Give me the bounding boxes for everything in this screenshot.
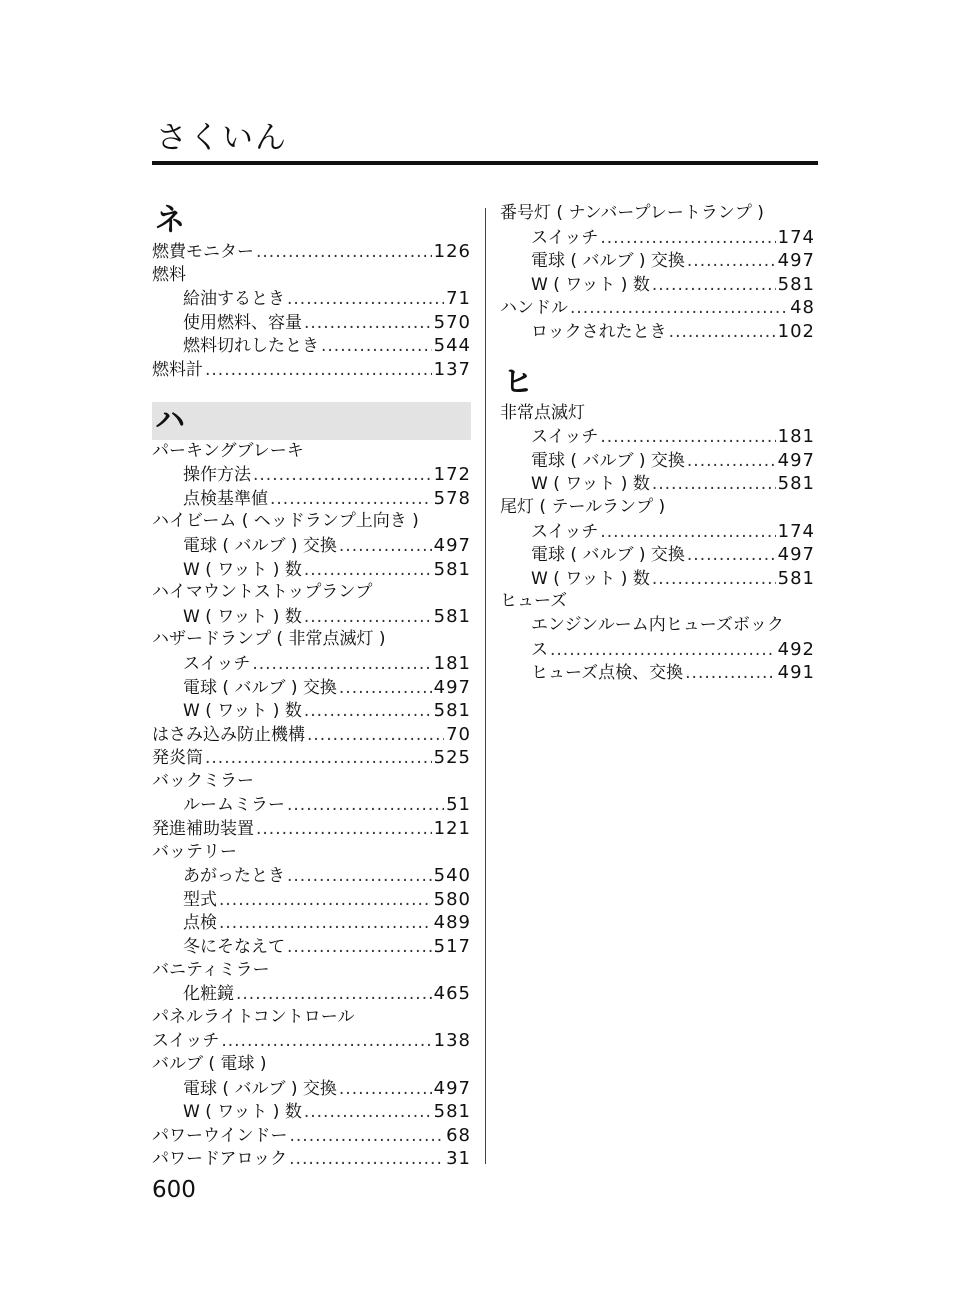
section-letter: ネ: [155, 203, 185, 238]
leader-dots: [304, 559, 432, 583]
index-entry: [152, 935, 471, 959]
index-entry: [152, 605, 471, 629]
index-entry: [152, 723, 471, 747]
entry-label: ロックされたとき: [531, 321, 667, 342]
entry-label: 点検基準値: [183, 488, 268, 509]
leader-dots: [652, 473, 776, 497]
index-entry: [152, 264, 471, 288]
entry-label: 電球 ( バルブ ) 交換: [183, 677, 337, 698]
entry-page: 31: [446, 1148, 471, 1170]
index-entry: [152, 1100, 471, 1124]
entry-label: はさみ込み防止機構: [152, 724, 305, 745]
entry-label: 燃料計: [152, 359, 203, 380]
entry-label: 発炎筒: [152, 748, 203, 769]
index-entry: [152, 334, 471, 358]
index-entry: [152, 817, 471, 841]
entry-label: 給油するとき: [183, 289, 285, 310]
entry-page: 581: [777, 273, 815, 295]
leader-dots: [304, 1101, 432, 1125]
entry-label: ハイビーム ( ヘッドランプ上向き ): [152, 511, 419, 532]
entry-label: あがったとき: [183, 866, 285, 887]
index-entry: [152, 510, 471, 534]
entry-label: ヒューズ点検、交換: [531, 663, 684, 684]
entry-label: バックミラー: [152, 770, 254, 791]
entry-label: 操作方法: [183, 465, 251, 486]
index-entry: [152, 793, 471, 817]
entry-label: スイッチ: [183, 653, 251, 674]
index-column-left: [152, 202, 471, 1171]
leader-dots: [221, 1030, 431, 1054]
index-section: [152, 402, 471, 1171]
leader-dots: [685, 662, 775, 686]
entry-page: 497: [777, 544, 815, 566]
section-letter: ハ: [152, 402, 471, 440]
entry-label: 型式: [183, 889, 217, 910]
entry-page: 497: [777, 449, 815, 471]
index-entry: [152, 463, 471, 487]
index-entry: [152, 240, 471, 264]
entry-label: W ( ワット ) 数: [183, 1102, 302, 1123]
entry-page: 465: [433, 983, 471, 1005]
entry-label: スイッチ: [152, 1031, 220, 1052]
entry-page: 497: [777, 250, 815, 272]
entry-label: パネルライトコントロール: [152, 1006, 355, 1027]
leader-dots: [321, 335, 432, 359]
entry-page: 544: [433, 335, 471, 357]
entry-label: バルブ ( 電球 ): [152, 1054, 267, 1074]
entry-label: W ( ワット ) 数: [183, 606, 302, 627]
entry-page: 581: [433, 700, 471, 722]
entry-label: ス: [531, 639, 548, 660]
entry-label: バッテリー: [152, 841, 237, 862]
entry-label: スイッチ: [531, 427, 599, 448]
entry-page: 581: [777, 473, 815, 495]
leader-dots: [339, 677, 432, 701]
entry-label: ハザードランプ ( 非常点滅灯 ): [152, 629, 386, 650]
entry-page: 491: [777, 662, 815, 684]
leader-dots: [253, 464, 432, 488]
index-entry: [152, 534, 471, 558]
entry-label: パワードアロック: [152, 1149, 288, 1170]
entry-label: W ( ワット ) 数: [531, 474, 650, 495]
leader-dots: [652, 568, 776, 592]
entry-label: 燃料: [152, 264, 186, 285]
entry-page: 489: [433, 912, 471, 934]
page-title: さくいん: [156, 120, 288, 156]
entry-page: 68: [446, 1124, 471, 1146]
index-entry: [500, 638, 815, 662]
leader-dots: [687, 544, 776, 568]
section-letter: ヒ: [503, 364, 533, 400]
leader-dots: [304, 606, 432, 630]
entry-page: 570: [433, 311, 471, 333]
entry-label: 番号灯 ( ナンバープレートランプ ): [500, 203, 764, 223]
index-entry: [152, 770, 471, 794]
index-entry: [152, 440, 471, 464]
entry-label: パーキングブレーキ: [152, 440, 304, 461]
index-entry: [152, 864, 471, 888]
index-entry: [152, 699, 471, 723]
leader-dots: [339, 535, 432, 559]
leader-dots: [290, 1125, 445, 1149]
index-entry: [500, 425, 815, 449]
index-entry: [152, 287, 471, 311]
entry-label: ヒューズ: [500, 591, 568, 612]
index-entry: [500, 567, 815, 591]
index-entry: [152, 487, 471, 511]
index-entry: [152, 1077, 471, 1101]
page-number: 600: [152, 1177, 196, 1203]
entry-label: W ( ワット ) 数: [183, 559, 302, 580]
entry-page: 181: [433, 652, 471, 674]
index-entry: [152, 911, 471, 935]
entry-page: 497: [433, 534, 471, 556]
entry-page: 497: [433, 1077, 471, 1099]
entry-label: 発進補助装置: [152, 819, 254, 840]
index-entry: [500, 249, 815, 273]
entry-label: パワーウインドー: [152, 1125, 288, 1146]
index-entry: [152, 746, 471, 770]
index-entry: [500, 496, 815, 520]
entry-label: W ( ワット ) 数: [531, 568, 650, 589]
index-entry: [500, 402, 815, 426]
leader-dots: [570, 297, 788, 321]
index-entry: [500, 543, 815, 567]
leader-dots: [600, 521, 775, 545]
leader-dots: [600, 426, 775, 450]
index-entry: [152, 1006, 471, 1030]
entry-page: 174: [777, 520, 815, 542]
leader-dots: [205, 359, 432, 383]
entry-label: スイッチ: [531, 227, 599, 248]
entry-label: 電球 ( バルブ ) 交換: [183, 535, 337, 556]
index-entry: [500, 226, 815, 250]
entry-label: 尾灯 ( テールランプ ): [500, 496, 666, 517]
entry-page: 581: [433, 1101, 471, 1123]
entry-label: バニティミラー: [152, 959, 270, 980]
leader-dots: [287, 936, 432, 960]
entry-label: ハンドル: [500, 298, 568, 319]
leader-dots: [270, 488, 432, 512]
entry-label: 燃費モニター: [152, 242, 254, 262]
index-section: [500, 202, 815, 344]
index-section: [500, 364, 815, 685]
index-entry: [152, 676, 471, 700]
entry-label: 電球 ( バルブ ) 交換: [183, 1078, 337, 1099]
leader-dots: [219, 912, 432, 936]
leader-dots: [600, 227, 775, 251]
entry-label: W ( ワット ) 数: [183, 701, 302, 722]
leader-dots: [307, 724, 444, 748]
index-entry: [500, 520, 815, 544]
index-entry: [152, 841, 471, 865]
entry-page: 497: [433, 676, 471, 698]
entry-label: エンジンルーム内ヒューズボック: [531, 614, 784, 635]
entry-page: 121: [433, 818, 471, 840]
entry-page: 580: [433, 888, 471, 910]
entry-label: 電球 ( バルブ ) 交換: [531, 450, 685, 471]
index-entry: [500, 449, 815, 473]
entry-page: 581: [433, 605, 471, 627]
leader-dots: [236, 983, 432, 1007]
entry-page: 525: [433, 747, 471, 769]
entry-page: 172: [433, 464, 471, 486]
leader-dots: [339, 1078, 432, 1102]
entry-page: 48: [790, 297, 815, 319]
entry-label: W ( ワット ) 数: [531, 274, 650, 295]
index-entry: [500, 661, 815, 685]
entry-page: 137: [433, 358, 471, 380]
leader-dots: [219, 889, 432, 913]
title-rule: [152, 161, 818, 165]
leader-dots: [205, 747, 432, 771]
entry-page: 138: [433, 1030, 471, 1052]
index-column-right: [500, 202, 815, 685]
entry-label: 燃料切れしたとき: [183, 336, 319, 357]
index-entry: [152, 358, 471, 382]
index-entry: [152, 652, 471, 676]
entry-page: 492: [777, 638, 815, 660]
entry-label: 電球 ( バルブ ) 交換: [531, 545, 685, 566]
leader-dots: [687, 450, 776, 474]
entry-page: 71: [446, 288, 471, 310]
entry-page: 174: [777, 226, 815, 248]
leader-dots: [669, 321, 776, 345]
index-entry: [152, 888, 471, 912]
entry-page: 581: [777, 567, 815, 589]
index-entry: [152, 628, 471, 652]
index-entry: [152, 558, 471, 582]
index-entry: [152, 1124, 471, 1148]
index-entry: [152, 311, 471, 335]
index-entry: [152, 1053, 471, 1077]
entry-page: 181: [777, 426, 815, 448]
index-entry: [500, 614, 815, 638]
index-entry: [152, 1147, 471, 1171]
column-divider: [485, 208, 486, 1164]
entry-page: 102: [777, 320, 815, 342]
entry-label: 使用燃料、容量: [183, 312, 302, 333]
leader-dots: [687, 250, 776, 274]
index-entry: [152, 982, 471, 1006]
entry-page: 517: [433, 936, 471, 958]
entry-page: 540: [433, 865, 471, 887]
entry-page: 70: [446, 723, 471, 745]
entry-label: 冬にそなえて: [183, 937, 285, 958]
index-entry: [500, 202, 815, 226]
entry-page: 51: [446, 794, 471, 816]
entry-label: ハイマウントストップランプ: [152, 582, 373, 603]
index-entry: [152, 959, 471, 983]
entry-label: 電球 ( バルブ ) 交換: [531, 251, 685, 272]
leader-dots: [287, 865, 432, 889]
index-entry: [152, 1029, 471, 1053]
leader-dots: [256, 818, 432, 842]
index-section: [152, 202, 471, 382]
leader-dots: [652, 274, 776, 298]
leader-dots: [256, 241, 432, 265]
leader-dots: [287, 794, 444, 818]
entry-label: スイッチ: [531, 521, 599, 542]
entry-label: 非常点滅灯: [500, 402, 585, 423]
index-entry: [500, 472, 815, 496]
leader-dots: [252, 653, 431, 677]
index-entry: [500, 296, 815, 320]
leader-dots: [287, 288, 444, 312]
entry-label: 点検: [183, 913, 217, 934]
index-entry: [500, 273, 815, 297]
index-entry: [152, 581, 471, 605]
entry-page: 126: [433, 241, 471, 262]
entry-label: ルームミラー: [183, 795, 285, 816]
leader-dots: [289, 1148, 444, 1172]
leader-dots: [304, 312, 432, 336]
index-entry: [500, 590, 815, 614]
leader-dots: [304, 700, 432, 724]
entry-page: 581: [433, 558, 471, 580]
entry-label: 化粧鏡: [183, 984, 234, 1005]
leader-dots: [550, 639, 776, 663]
index-entry: [500, 320, 815, 344]
entry-page: 578: [433, 487, 471, 509]
